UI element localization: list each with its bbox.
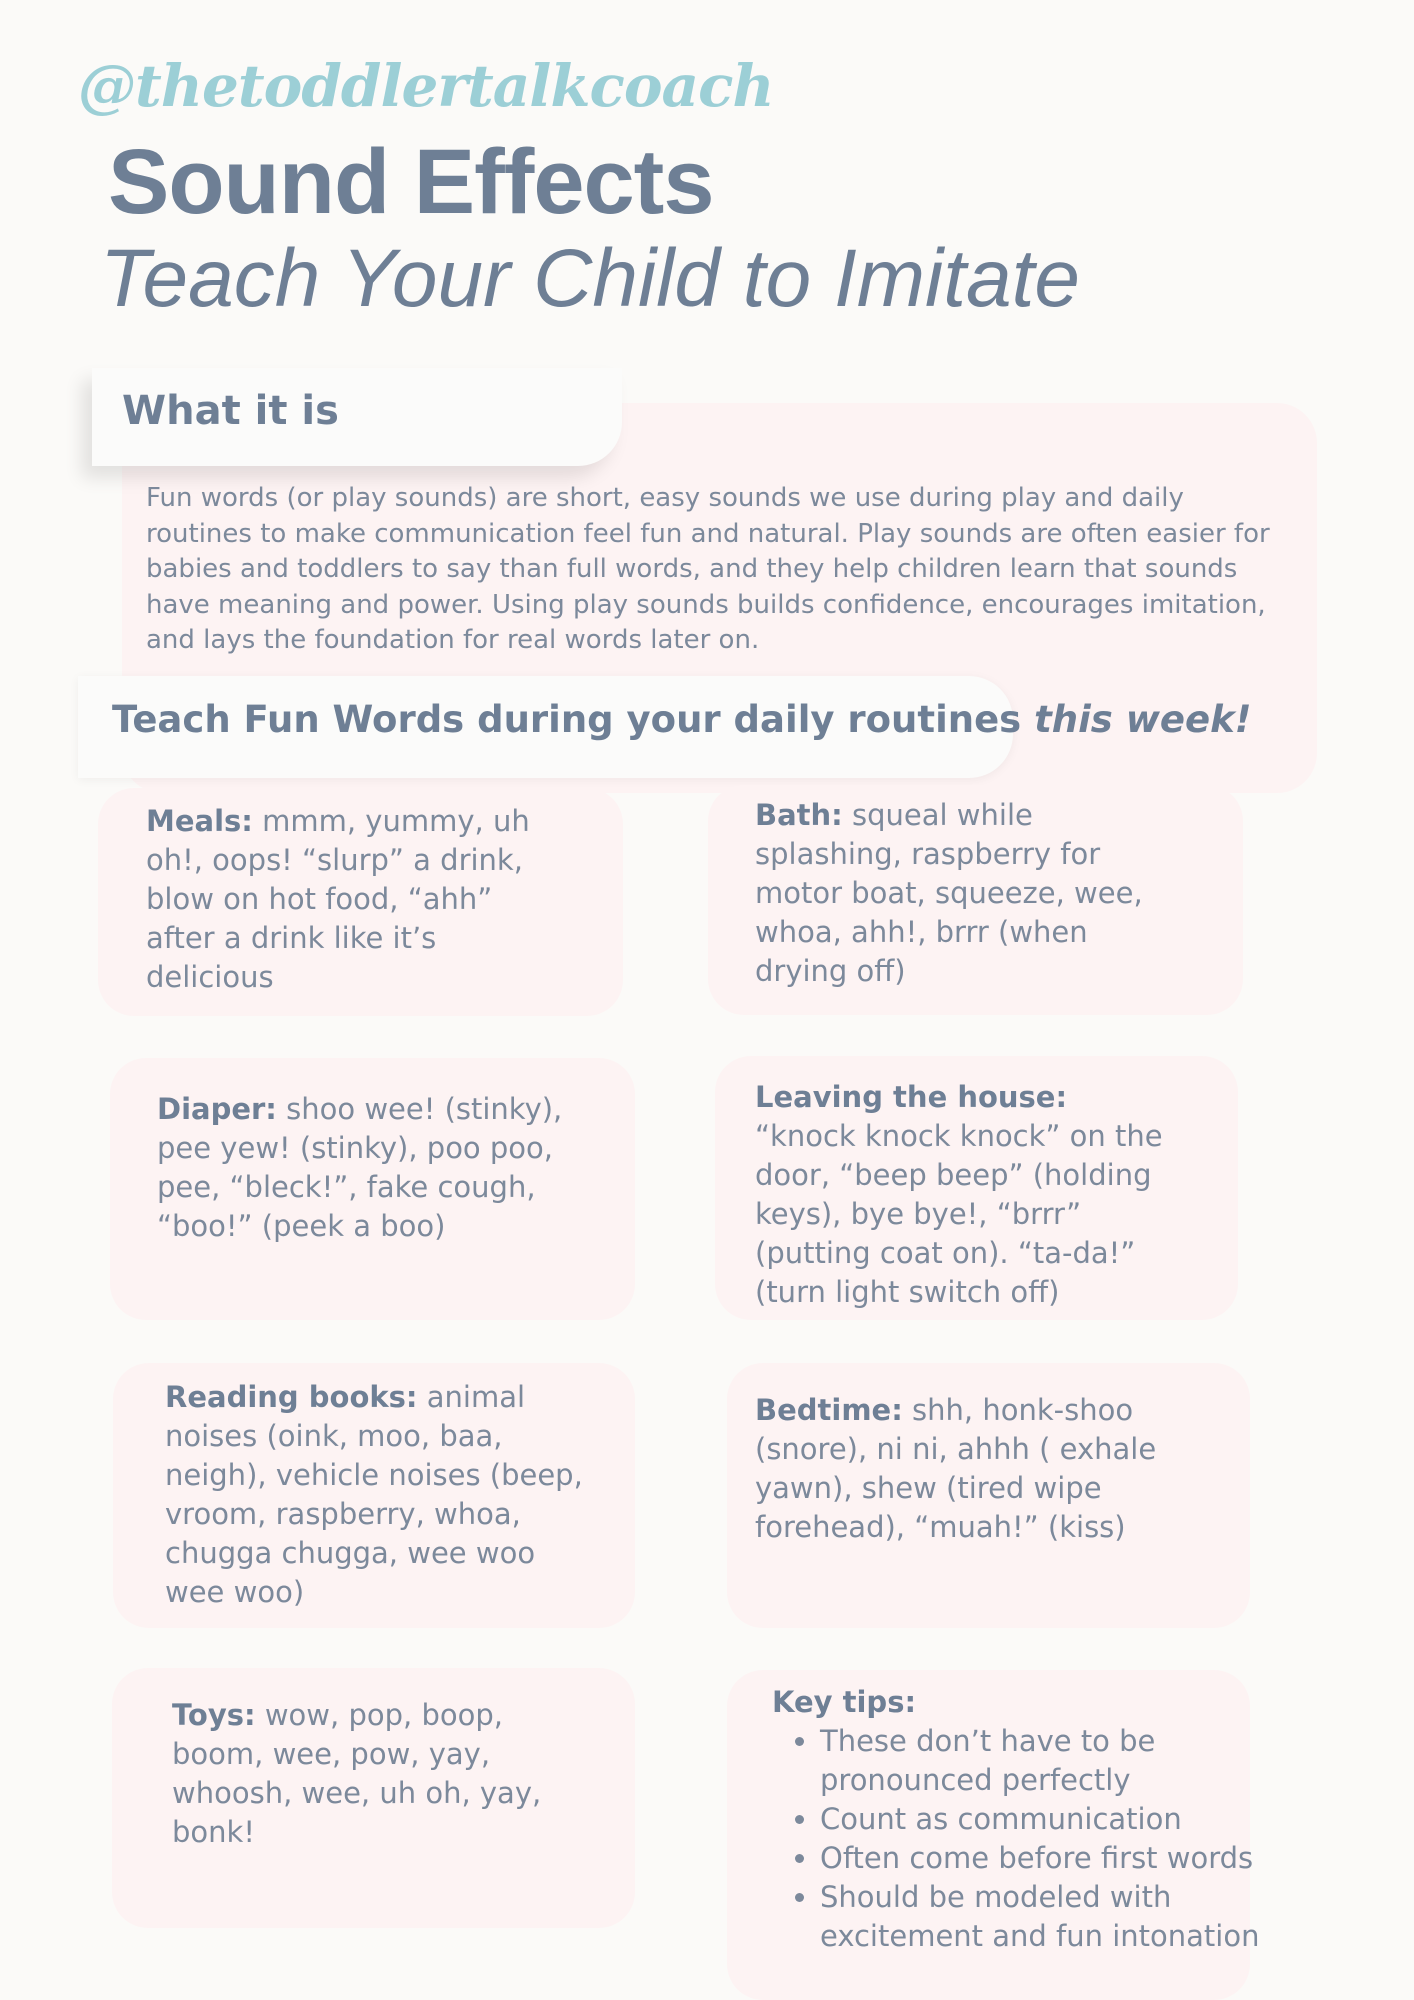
key-tips-list	[772, 1722, 1260, 1956]
reading-text	[165, 1378, 585, 1612]
bath-card	[708, 785, 1243, 1015]
leaving-body: “knock knock knock” on the door, “beep beep” (holding keys), bye bye!, “brrr” (putting coat on). “ta-da!” (turn light switch off)	[755, 1119, 1163, 1309]
bedtime-card	[727, 1363, 1250, 1628]
reading-body: animal noises (oink, moo, baa, neigh), vehicle noises (beep, vroom, raspberry, whoa, chugga chugga, wee woo wee woo)	[165, 1380, 583, 1609]
teach-banner-text	[112, 698, 1252, 741]
toys-text	[172, 1696, 552, 1852]
leaving-text	[755, 1078, 1175, 1312]
toys-label: Toys:	[172, 1698, 256, 1732]
author-handle: @thetoddlertalkcoach	[78, 52, 774, 120]
reading-card	[113, 1363, 635, 1628]
leaving-card	[715, 1056, 1238, 1320]
bedtime-body: shh, honk-shoo (snore), ni ni, ahhh ( exhale yawn), shew (tired wipe forehead), “muah!” (kiss)	[755, 1393, 1157, 1544]
diaper-body: shoo wee! (stinky), pee yew! (stinky), poo poo, pee, “bleck!”, fake cough, “boo!” (peek a boo)	[157, 1092, 563, 1243]
bedtime-label: Bedtime:	[755, 1393, 903, 1427]
key-tip-item: • Count as communication	[820, 1800, 1260, 1839]
reading-label: Reading books:	[165, 1380, 418, 1414]
page-title: Sound Effects	[108, 131, 714, 233]
what-it-is-text: Fun words (or play sounds) are short, easy sounds we use during play and daily routines to make communication feel fun and natural. Play sounds are often easier for babies and toddlers to say than full words, and they help children learn that sounds have meaning and power. Using play sounds builds confidence, encourages imitation, and lays the foundation for real words later on.	[146, 483, 1270, 655]
toys-card	[112, 1668, 635, 1928]
key-tip-item: • These don’t have to be pronounced perfectly	[820, 1722, 1260, 1800]
meals-label: Meals:	[146, 804, 253, 838]
key-tips-label: Key tips:	[772, 1685, 917, 1719]
teach-banner-emphasis: this week!	[1034, 698, 1252, 741]
meals-text	[146, 802, 566, 997]
key-tips-card	[727, 1670, 1260, 2000]
bath-body: squeal while splashing, raspberry for motor boat, squeeze, wee, whoa, ahh!, brrr (when drying off)	[755, 798, 1143, 988]
meals-body: mmm, yummy, uh oh!, oops! “slurp” a drink, blow on hot food, “ahh” after a drink like it’s delicious	[146, 804, 530, 994]
diaper-card	[110, 1058, 635, 1320]
key-tip-item: • Often come before first words	[820, 1839, 1260, 1878]
key-tip-item: • Should be modeled with excitement and fun intonation	[820, 1878, 1260, 1956]
toys-body: wow, pop, boop, boom, wee, pow, yay, whoosh, wee, uh oh, yay, bonk!	[172, 1698, 542, 1849]
bedtime-text	[755, 1391, 1175, 1547]
page-subtitle: Teach Your Child to Imitate	[100, 233, 1081, 324]
leaving-label: Leaving the house:	[755, 1080, 1068, 1114]
diaper-label: Diaper:	[157, 1092, 277, 1126]
what-it-is-heading: What it is	[92, 368, 622, 466]
bath-text	[755, 796, 1175, 991]
teach-banner-main: Teach Fun Words during your daily routines	[112, 698, 1035, 741]
diaper-text	[157, 1090, 577, 1246]
meals-card	[98, 788, 623, 1016]
bath-label: Bath:	[755, 798, 843, 832]
